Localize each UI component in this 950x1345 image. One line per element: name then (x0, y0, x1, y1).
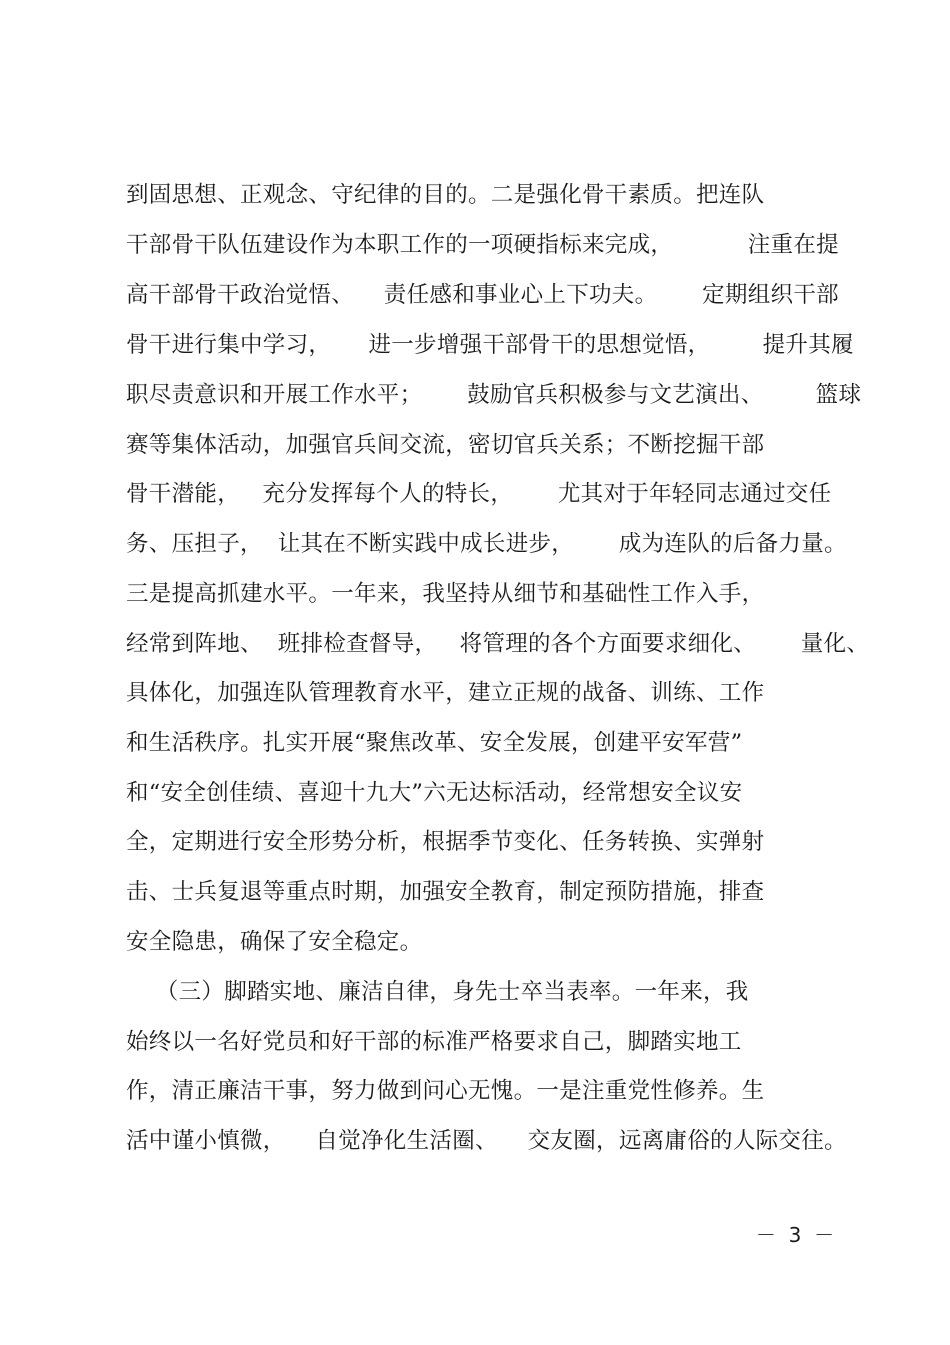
body-text-line: 活中谨小慎微， 自觉净化生活圈、 交友圈，远离庸俗的人际交往。 (126, 1128, 847, 1154)
body-text-line: 赛等集体活动，加强官兵间交流，密切官兵关系；不断挖掘干部 (126, 432, 765, 458)
section-heading-line: （三）脚踏实地、廉洁自律，身先士卒当表率。一年来，我 (126, 979, 749, 1005)
body-text-line: 高干部骨干政治觉悟、 责任感和事业心上下功夫。 定期组织干部 (126, 282, 839, 308)
body-text-line: 经常到阵地、 班排检查督导， 将管理的各个方面要求细化、 量化、 (126, 631, 870, 657)
body-text-line: 到固思想、正观念、守纪律的目的。二是强化骨干素质。把连队 (126, 182, 765, 208)
body-text-line: 三是提高抓建水平。一年来，我坚持从细节和基础性工作入手， (126, 581, 765, 607)
body-text-line: 干部骨干队伍建设作为本职工作的一项硬指标来完成， 注重在提 (126, 232, 839, 258)
body-text-line: 始终以一名好党员和好干部的标准严格要求自己，脚踏实地工 (126, 1029, 742, 1055)
body-text-line: 职尽责意识和开展工作水平； 鼓励官兵积极参与文艺演出、 篮球 (126, 382, 862, 408)
page-number: － 3 － (755, 1223, 835, 1247)
body-text-line: 击、士兵复退等重点时期，加强安全教育，制定预防措施，排查 (126, 879, 765, 905)
body-text-line: 和“安全创佳绩、喜迎十九大”六无达标活动，经常想安全议安 (126, 780, 743, 806)
body-text-line: 务、压担子， 让其在不断实践中成长进步， 成为连队的后备力量。 (126, 531, 847, 557)
body-text-line: 全，定期进行安全形势分析，根据季节变化、任务转换、实弹射 (126, 829, 765, 855)
body-text-line: 作，清正廉洁干事，努力做到问心无愧。一是注重党性修养。生 (126, 1078, 765, 1104)
body-text-line: 骨干进行集中学习， 进一步增强干部骨干的思想觉悟， 提升其履 (126, 332, 854, 358)
body-text-line: 安全隐患，确保了安全稳定。 (126, 929, 423, 955)
body-text-line: 和生活秩序。扎实开展“聚焦改革、安全发展，创建平安军营” (126, 730, 743, 756)
body-text-line: 具体化，加强连队管理教育水平，建立正规的战备、训练、工作 (126, 680, 765, 706)
body-text-line: 骨干潜能， 充分发挥每个人的特长， 尤其对于年轻同志通过交任 (126, 481, 832, 507)
